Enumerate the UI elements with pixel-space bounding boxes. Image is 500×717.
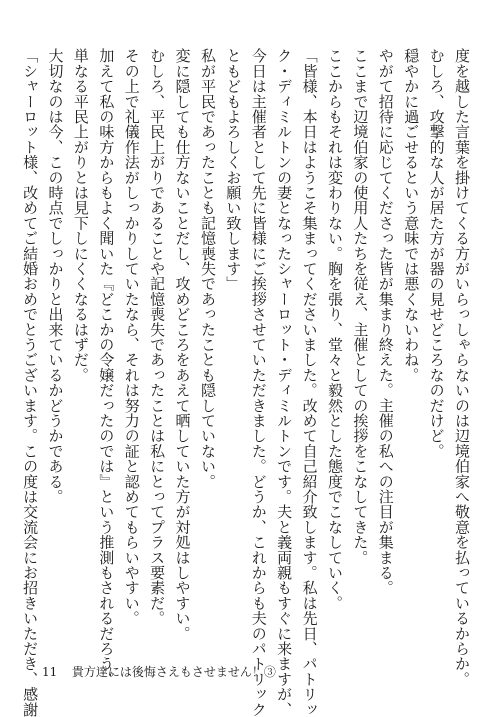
page-footer: [42, 663, 276, 680]
text-line: ここからもそれは変わりない。胸を張り、堂々と毅然とした態度でこなしていく。: [325, 48, 344, 611]
running-title: 貴方達には後悔さえもさせません！③: [71, 665, 276, 679]
text-line: ク・ディミルトンの妻となったシャーロット・ディミルトンです。夫と義両親もすぐに来ますが、: [275, 48, 294, 717]
text-line: ここまで辺境伯家の使用人たちを従え、主催としての挨拶をこなしてきた。: [351, 48, 370, 565]
text-line: やがて招待に応じてくださった皆が集まり終えた。主催の私への注目が集まる。: [376, 48, 395, 596]
text-line: ともどもよろしくお願い致します」: [224, 48, 243, 292]
text-line: 度を越した言葉を掛けてくる方がいらっしゃらないのは辺境伯家へ敬意を払っているからか。: [453, 48, 471, 687]
text-line: 私が平民であったことも記憶喪失であったことも隠していない。: [198, 48, 217, 489]
page-number: 11: [42, 665, 58, 679]
text-line: 今日は主催者として先に皆様にご挨拶させていただきました。どうか、これからも夫のパトリック: [249, 48, 268, 717]
text-line: むしろ、攻撃的な人が居た方が器の見せどころなのだけど。: [427, 48, 446, 459]
text-line: 変に隠しても仕方ないことだし、攻めどころをあえて晒していた方が対処はしやすい。: [173, 48, 192, 641]
text-line: 穏やかに過ごせるという意味では悪くないわね。: [402, 48, 421, 383]
text-line: 「皆様、本日はようこそ集まってくださいました。改めて自己紹介致します。私は先日、パトリッ: [300, 48, 319, 717]
text-line: 大切なのは今、この時点でしっかりと出来ているかどうかである。: [46, 48, 65, 504]
text-line: むしろ、平民上がりであることや記憶喪失であったことは私にとってプラス要素だ。: [148, 48, 167, 626]
text-line: その上で礼儀作法がしっかりしていたなら、それは努力の証と認めてもらいやすい。: [122, 48, 141, 626]
text-line: 加えて私の味方からもよく聞いた『どこかの令嬢だったのでは』という推測もされるだろう。: [97, 48, 116, 687]
text-line: 単なる平民上がりとは見下しにくくなるはずだ。: [71, 48, 90, 383]
text-line: 「シャーロット様、改めてご結婚おめでとうございます。この度は交流会にお招きいただき、感謝: [21, 48, 40, 717]
